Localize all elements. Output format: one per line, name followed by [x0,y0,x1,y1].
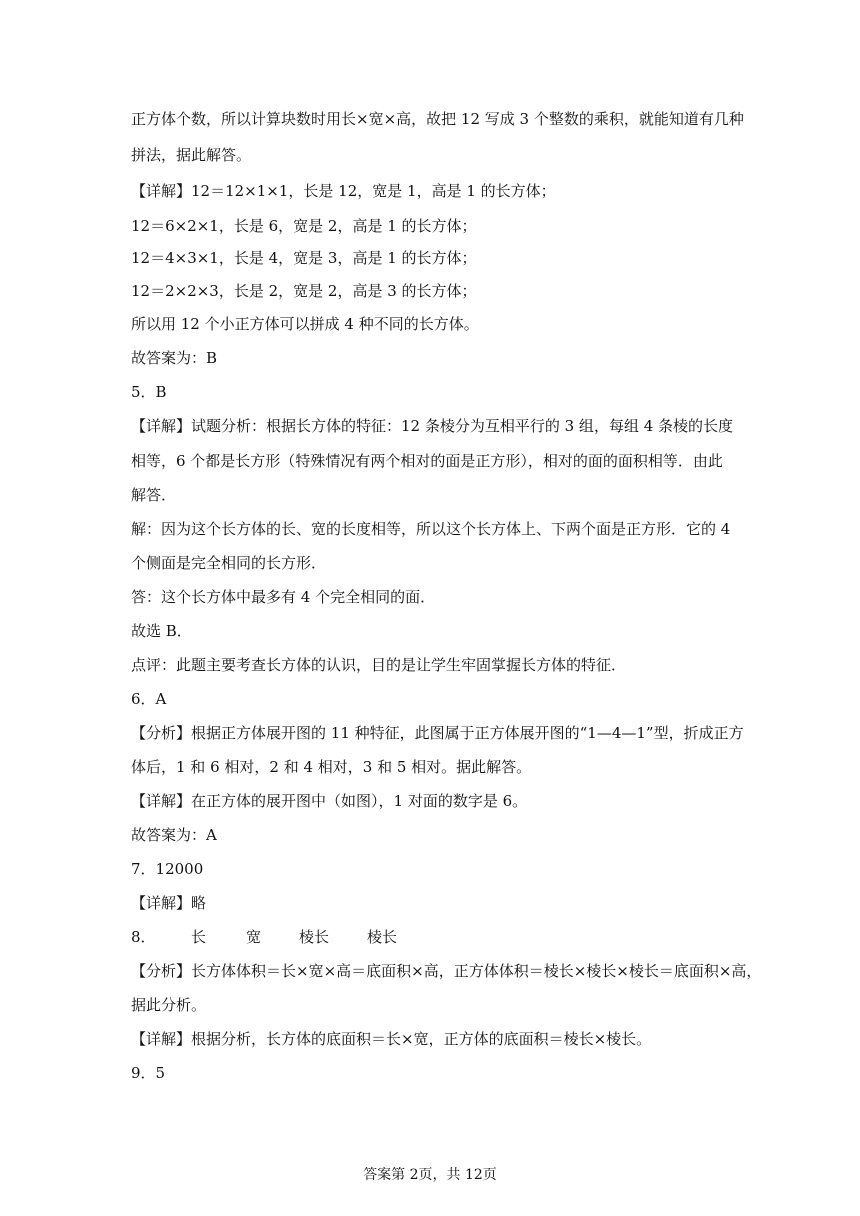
question-8-row [131,927,397,947]
text-line: 解答． [131,486,177,504]
answer-blank: 棱长 [367,928,398,946]
text-line: 【详解】略 [131,894,207,912]
text-line: 【详解】12＝12×1×1，长是 12，宽是 1，高是 1 的长方体； [131,182,556,200]
text-line: 正方体个数，所以计算块数时用长×宽×高，故把 12 写成 3 个整数的乘积，就能知道有几种 [131,110,744,128]
text-line: 12＝4×3×1，长是 4，宽是 3，高是 1 的长方体； [131,249,477,267]
page-footer: 答案第 2页，共 12页 [363,1167,497,1183]
question-number: 9．5 [131,1064,166,1082]
question-number: 5．B [131,383,167,401]
text-line: 拼法，据此解答。 [131,146,252,164]
text-line: 【详解】根据分析，长方体的底面积＝长×宽，正方体的底面积＝棱长×棱长。 [131,1030,652,1048]
text-line: 12＝2×2×3，长是 2，宽是 2，高是 3 的长方体； [131,282,477,300]
text-line: 故答案为：A [131,826,217,844]
question-number: 6．A [131,690,167,708]
text-line: 点评：此题主要考查长方体的认识，目的是让学生牢固掌握长方体的特征． [131,656,627,674]
answer-blank: 棱长 [299,928,330,946]
text-line: 【分析】根据正方体展开图的 11 种特征，此图属于正方体展开图的“1—4—1”型，折成正方 [131,724,744,742]
question-number: 7．12000 [131,860,204,878]
text-line: 体后，1 和 6 相对，2 和 4 相对，3 和 5 相对。据此解答。 [131,758,532,776]
text-line: 个侧面是完全相同的长方形． [131,554,327,572]
answer-blank: 长 [191,928,207,946]
text-line: 故选 B． [131,622,192,640]
text-line: 【分析】长方体体积＝长×宽×高＝底面积×高，正方体体积＝棱长×棱长×棱长＝底面积×高， [131,962,762,980]
text-line: 12＝6×2×1，长是 6，宽是 2，高是 1 的长方体； [131,217,477,235]
text-line: 相等，6 个都是长方形（特殊情况有两个相对的面是正方形），相对的面的面积相等．由此 [131,452,723,470]
answer-blank: 宽 [246,928,262,946]
text-line: 答：这个长方体中最多有 4 个完全相同的面． [131,588,436,606]
text-line: 所以用 12 个小正方体可以拼成 4 种不同的长方体。 [131,315,479,333]
text-line: 解：因为这个长方体的长、宽的长度相等，所以这个长方体上、下两个面是正方形．它的 4 [131,520,731,538]
question-number: 8． [131,928,156,946]
text-line: 【详解】试题分析：根据长方体的特征：12 条棱分为互相平行的 3 组，每组 4 条棱的长度 [131,417,734,435]
text-line: 故答案为：B [131,349,218,367]
text-line: 【详解】在正方体的展开图中（如图），1 对面的数字是 6。 [131,792,528,810]
text-line: 据此分析。 [131,996,207,1014]
